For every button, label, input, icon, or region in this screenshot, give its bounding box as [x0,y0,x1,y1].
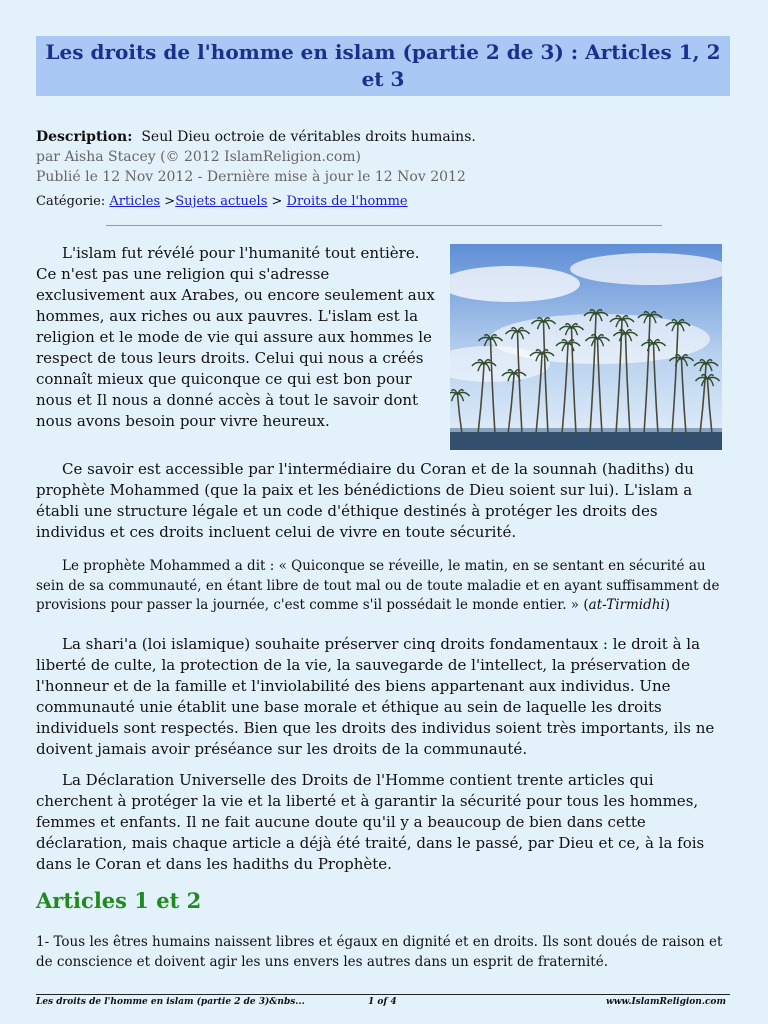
hadith-quote: Le prophète Mohammed a dit : « Quiconque se réveille, le matin, en se sentant en sécurité au sein de sa communauté, en étant libre de tout mal ou de toute maladie et en ayant suffisamment de provisions pour passer la journée, c'est comme s'il possédait le monde entier. » (at-Tirmidhi) [36,558,720,613]
palm-trees-photo [450,244,722,450]
breadcrumb-link-droits-homme[interactable]: Droits de l'homme [286,194,408,209]
description-line [36,127,736,147]
footer-website: www.IslamReligion.com [606,997,726,1007]
section-heading: Articles 1 et 2 [36,888,202,913]
byline: par Aisha Stacey (© 2012 IslamReligion.com) [36,149,362,165]
article-1-text: 1- Tous les êtres humains naissent libres et égaux en dignité et en droits. Ils sont doués de raison et de conscience et doivent agir les uns envers les autres dans un esprit de fraternité. [36,934,723,970]
breadcrumb [36,194,408,209]
breadcrumb-separator: > [267,194,287,209]
quote-source: at-Tirmidhi [588,597,665,613]
article-meta [36,127,736,187]
breadcrumb-link-articles[interactable]: Articles [109,194,161,209]
paragraph-1: L'islam fut révélé pour l'humanité tout entière. Ce n'est pas une religion qui s'adresse exclusivement aux Arabes, ou encore seulement aux hommes, aux riches ou aux pauvres. L'islam est la religion et le mode de vie qui assure aux hommes le respect de tous leurs droits. Celui qui nous a créés connaît mieux que quiconque ce qui est bon pour nous et Il nous a donné accès à tout le savoir dont nous avons besoin pour vivre heureux. [36,244,435,430]
description-text: Seul Dieu octroie de véritables droits humains. [141,129,476,145]
paragraph-3: La shari'a (loi islamique) souhaite préserver cinq droits fondamentaux : le droit à la liberté de culte, la protection de la vie, la sauvegarde de l'intellect, la préservation de l'honneur et de la famille et l'inviolabilité des biens appartenant aux individus. Une communauté unie établit une base morale et éthique au sein de laquelle les droits individuels sont respectés. Bien que les droits des individus soient très importants, ils ne doivent jamais avoir préséance sur les droits de la communauté. [36,635,715,758]
page-title: Les droits de l'homme en islam (partie 2 de 3) : Articles 1, 2 et 3 [36,36,730,96]
footer-title: Les droits de l'homme en islam (partie 2 de 3)&nbs... [36,997,305,1007]
paragraph-2: Ce savoir est accessible par l'intermédiaire du Coran et de la sounnah (hadiths) du prophète Mohammed (que la paix et les bénédictions de Dieu soient sur lui). L'islam a établi une structure légale et un code d'éthique destinés à protéger les droits des individus et ces droits incluent celui de vivre en toute sécurité. [36,460,694,541]
footer-divider [36,994,730,995]
breadcrumb-separator: > [160,194,176,209]
divider [106,225,662,226]
footer-page-number: 1 of 4 [368,997,397,1007]
breadcrumb-link-sujets-actuels[interactable]: Sujets actuels [175,194,268,209]
category-label: Catégorie: [36,194,106,209]
publish-date: Publié le 12 Nov 2012 - Dernière mise à jour le 12 Nov 2012 [36,169,466,185]
description-label: Description: [36,129,133,145]
paragraph-4: La Déclaration Universelle des Droits de l'Homme contient trente articles qui cherchent à protéger la vie et la liberté et à garantir la sécurité pour tous les hommes, femmes et enfants. Il ne fait aucune doute qu'il y a beaucoup de bien dans cette déclaration, mais chaque article a déjà été traité, dans le passé, par Dieu et ce, à la fois dans le Coran et dans les hadiths du Prophète. [36,771,705,873]
